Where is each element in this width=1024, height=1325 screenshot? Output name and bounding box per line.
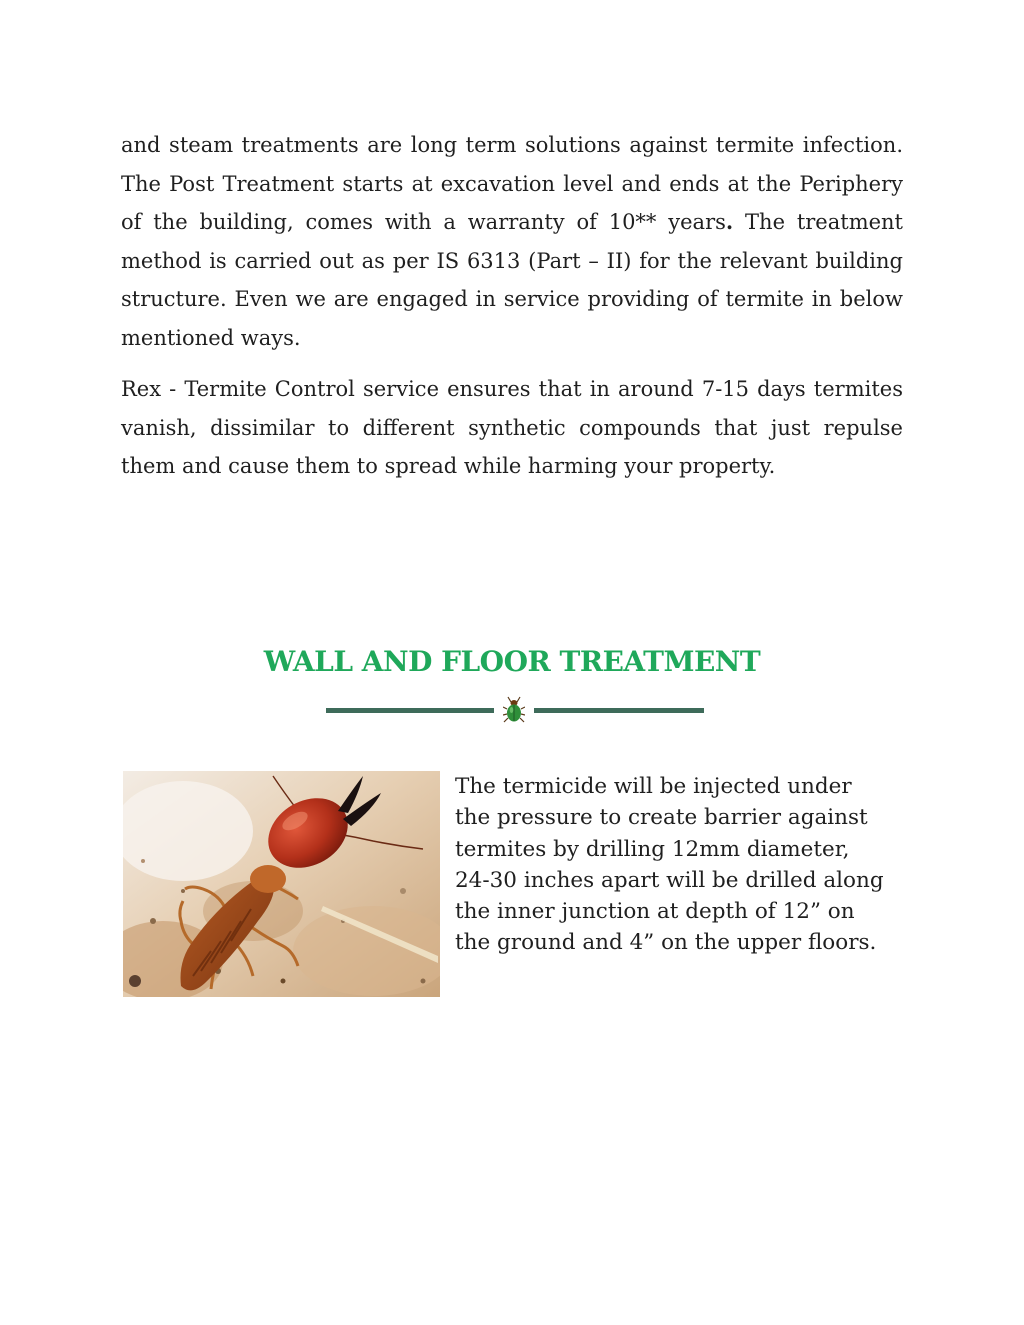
section-text-line: termites by drilling 12mm diameter, xyxy=(455,836,850,862)
intro-paragraph-1-part-a: and steam treatments are long term solutions against termite infection. The Post Treatment starts at excavation level and ends at the Periphery of the building, comes with a warranty of 10** years xyxy=(121,133,903,234)
section-title: WALL AND FLOOR TREATMENT xyxy=(263,645,761,678)
divider-bar-left xyxy=(326,708,494,713)
beetle-icon xyxy=(503,696,525,724)
intro-paragraph-1-period: . xyxy=(725,209,734,234)
intro-paragraph-1 xyxy=(121,126,903,357)
section-text-line: 24-30 inches apart will be drilled along xyxy=(455,867,884,893)
termite-photo xyxy=(123,771,440,997)
section-text-line: The termicide will be injected under xyxy=(455,774,852,799)
divider-bar-right xyxy=(534,708,704,713)
intro-paragraph-2: Rex - Termite Control service ensures that in around 7-15 days termites vanish, dissimilar to different synthetic compounds that just repulse them and cause them to spread while harming your property. xyxy=(121,377,903,478)
section-text-line: the ground and 4” on the upper floors. xyxy=(455,930,877,956)
section-body-text xyxy=(455,771,915,959)
section-divider xyxy=(326,696,704,724)
intro-paragraph-1-part-b: The treatment method is carried out as per IS 6313 (Part – II) for the relevant building structure. Even we are engaged in service providing of termite in below mentioned ways. xyxy=(121,210,903,350)
section-text-line: the pressure to create barrier against xyxy=(455,805,868,831)
section-text-line: the inner junction at depth of 12” on xyxy=(455,899,855,925)
